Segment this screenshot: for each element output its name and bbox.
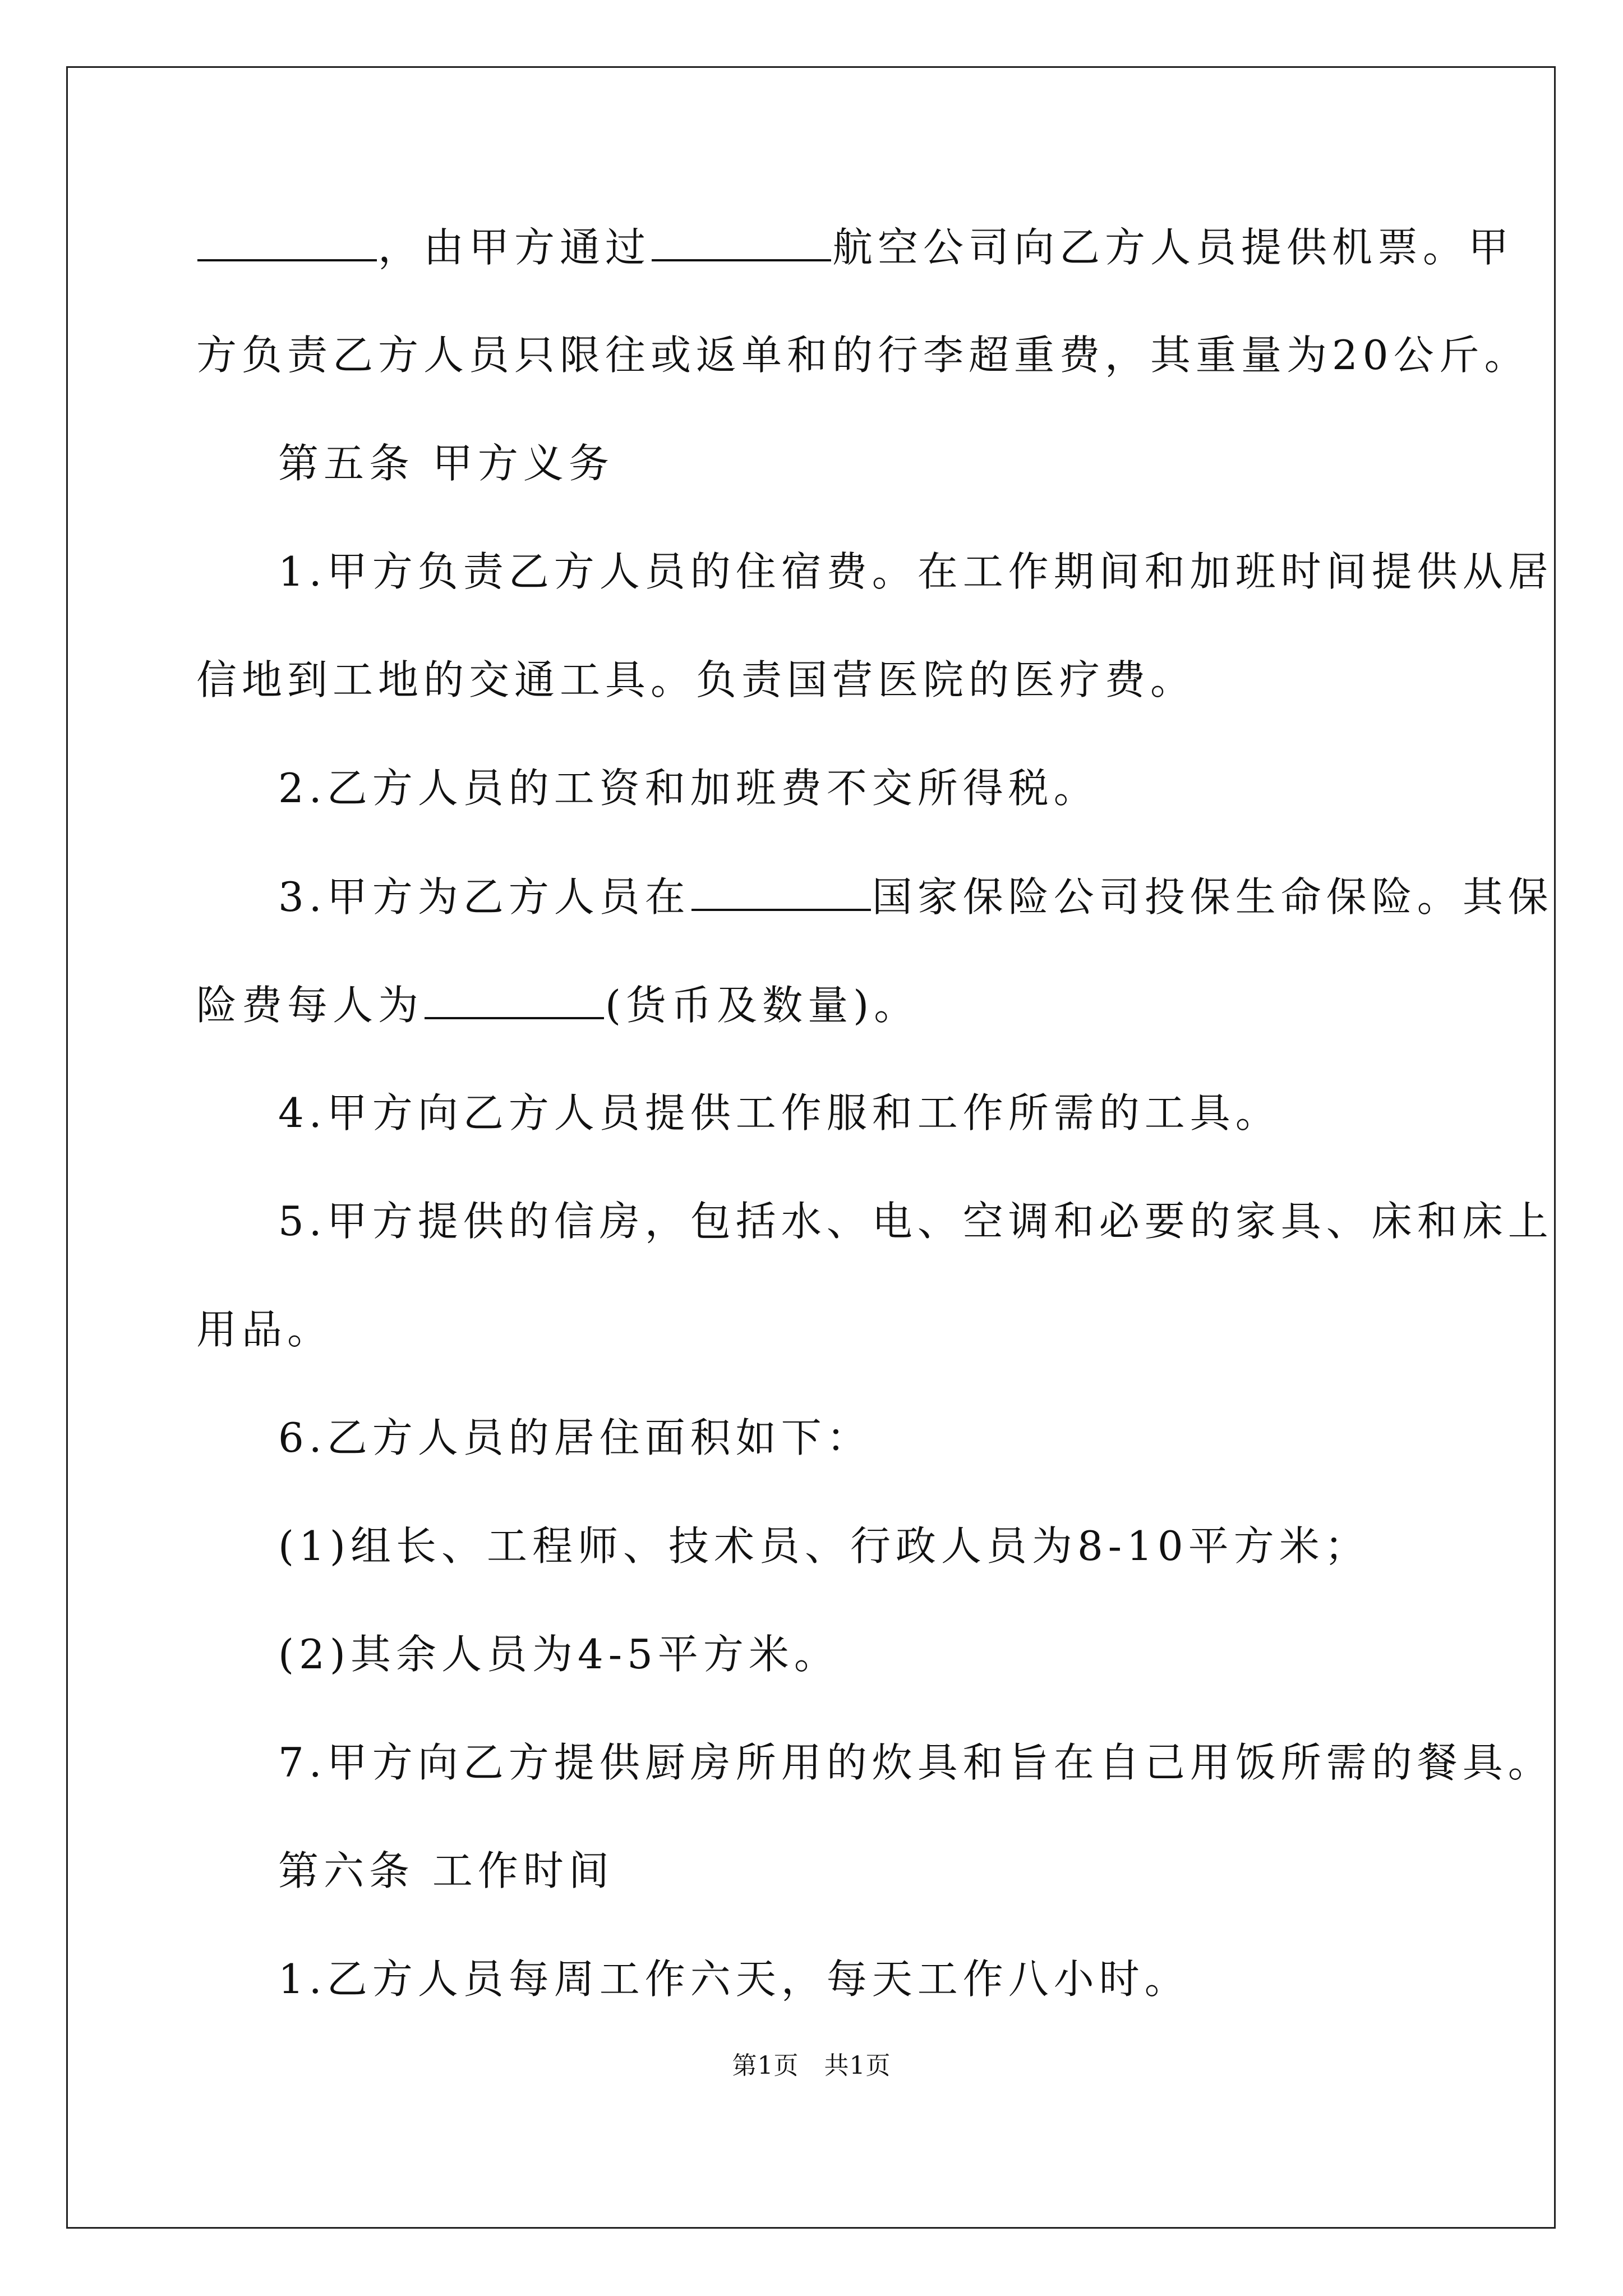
- article-5-item-1: 1.甲方负责乙方人员的住宿费。在工作期间和加班时间提供从居: [278, 548, 1553, 595]
- article-5-item-6-sub-2: (2)其余人员为4-5平方米。: [278, 1631, 840, 1678]
- article-5-item-3: [278, 869, 1553, 924]
- fill-in-blank: [197, 220, 377, 261]
- text-segment: (货币及数量)。: [605, 982, 920, 1029]
- text-segment: 3.甲方为乙方人员在: [278, 873, 690, 921]
- paragraph-line: 方负责乙方人员只限往或返单和的行李超重费，其重量为20公斤。: [196, 332, 1530, 379]
- fill-in-blank: [425, 978, 604, 1019]
- article-5-item-7: 7.甲方向乙方提供厨房所用的炊具和旨在自己用饭所需的餐具。: [278, 1739, 1553, 1786]
- fill-in-blank: [691, 869, 871, 911]
- page-number-footer: 第1页 共1页: [732, 2051, 891, 2080]
- article-5-item-2: 2.乙方人员的工资和加班费不交所得税。: [278, 765, 1099, 812]
- article-6-heading: 第六条 工作时间: [278, 1847, 614, 1894]
- article-5-item-6: 6.乙方人员的居住面积如下：: [278, 1414, 872, 1461]
- text-segment: ，由甲方通过: [378, 224, 651, 271]
- article-5-item-6-sub-1: (1)组长、工程师、技术员、行政人员为8-10平方米；: [278, 1522, 1370, 1570]
- article-5-item-5: 5.甲方提供的信房，包括水、电、空调和必要的家具、床和床上: [278, 1198, 1553, 1245]
- fill-in-blank: [652, 220, 831, 261]
- article-5-item-5-cont: 用品。: [196, 1306, 333, 1353]
- article-5-item-1-cont: 信地到工地的交通工具。负责国营医院的医疗费。: [196, 656, 1196, 703]
- article-6-item-1: 1.乙方人员每周工作六天，每天工作八小时。: [278, 1955, 1190, 2003]
- page-border: [66, 66, 1556, 2229]
- article-5-item-3-cont: [196, 978, 919, 1032]
- text-segment: 航空公司向乙方人员提供机票。甲: [832, 224, 1514, 271]
- article-5-heading: 第五条 甲方义务: [278, 440, 614, 487]
- text-segment: 国家保险公司投保生命保险。其保: [872, 873, 1553, 921]
- text-segment: 险费每人为: [196, 982, 424, 1029]
- paragraph-line: [196, 220, 1514, 274]
- article-5-item-4: 4.甲方向乙方人员提供工作服和工作所需的工具。: [278, 1089, 1281, 1137]
